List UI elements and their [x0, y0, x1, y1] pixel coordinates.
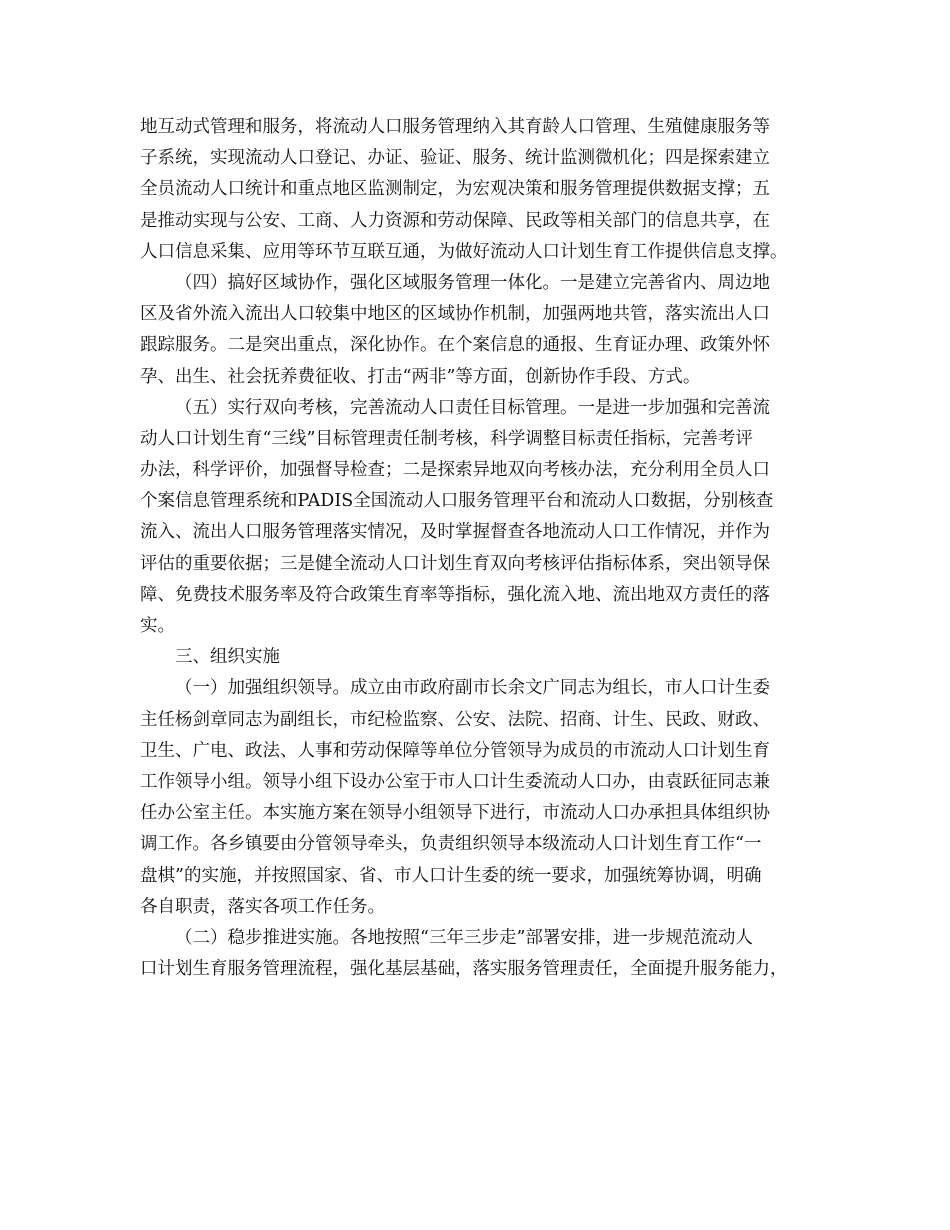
text-line: 跟踪服务。二是突出重点，深化协作。在个案信息的通报、生育证办理、政策外怀 — [140, 335, 770, 356]
text-line: 三、组织实施 — [175, 647, 280, 668]
text-line: 卫生、广电、政法、人事和劳动保障等单位分管领导为成员的市流动人口计划生育 — [140, 740, 770, 761]
text-line: 任办公室主任。本实施方案在领导小组领导下进行，市流动人口办承担具体组织协 — [140, 803, 770, 824]
text-line: 地互动式管理和服务，将流动人口服务管理纳入其育龄人口管理、生殖健康服务等 — [140, 117, 770, 137]
text-line: 孕、出生、社会抚养费征收、打击“两非”等方面，创新协作手段、方式。 — [140, 366, 701, 387]
text-line: 调工作。各乡镇要由分管领导牵头，负责组织领导本级流动人口计划生育工作“一 — [140, 834, 762, 855]
text-line: 评估的重要依据；三是健全流动人口计划生育双向考核评估指标体系，突出领导保 — [140, 553, 770, 574]
text-line: 子系统，实现流动人口登记、办证、验证、服务、统计监测微机化；四是探索建立 — [140, 148, 770, 169]
text-line: （一）加强组织领导。成立由市政府副市长余文广同志为组长，市人口计生委 — [175, 678, 770, 699]
text-line: 动人口计划生育“三线”目标管理责任制考核，科学调整目标责任指标，完善考评 — [140, 428, 753, 449]
text-line: 办法，科学评价，加强督导检查；二是探索异地双向考核办法，充分利用全员人口 — [140, 460, 770, 481]
text-line: 流入、流出人口服务管理落实情况，及时掌握督查各地流动人口工作情况，并作为 — [140, 522, 770, 543]
text-line: 主任杨剑章同志为副组长，市纪检监察、公安、法院、招商、计生、民政、财政、 — [140, 709, 770, 730]
text-line: （五）实行双向考核，完善流动人口责任目标管理。一是进一步加强和完善流 — [175, 397, 770, 418]
text-line: 个案信息管理系统和PADIS全国流动人口服务管理平台和流动人口数据，分别核查 — [140, 491, 774, 512]
text-line: 实。 — [140, 616, 175, 636]
text-line: 工作领导小组。领导小组下设办公室于市人口计生委流动人口办，由袁跃征同志兼 — [140, 771, 770, 792]
text-line: （二）稳步推进实施。各地按照“三年三步走”部署安排，进一步规范流动人 — [175, 927, 753, 948]
text-line: 盘棋”的实施，并按照国家、省、市人口计生委的统一要求，加强统筹协调，明确 — [140, 865, 762, 886]
text-line: 各自职责，落实各项工作任务。 — [140, 896, 385, 917]
text-line: （四）搞好区域协作，强化区域服务管理一体化。一是建立完善省内、周边地 — [175, 272, 770, 293]
text-line: 全员流动人口统计和重点地区监测制定，为宏观决策和服务管理提供数据支撑；五 — [140, 179, 770, 200]
document-body — [140, 112, 820, 985]
text-line: 人口信息采集、应用等环节互联互通，为做好流动人口计划生育工作提供信息支撑。 — [140, 241, 788, 262]
text-line: 是推动实现与公安、工商、人力资源和劳动保障、民政等相关部门的信息共享，在 — [140, 210, 770, 231]
text-line: 口计划生育服务管理流程，强化基层基础，落实服务管理责任，全面提升服务能力， — [140, 959, 788, 980]
text-line: 区及省外流入流出人口较集中地区的区域协作机制，加强两地共管，落实流出人口 — [140, 304, 770, 325]
text-line: 障、免费技术服务率及符合政策生育率等指标，强化流入地、流出地双方责任的落 — [140, 584, 770, 605]
